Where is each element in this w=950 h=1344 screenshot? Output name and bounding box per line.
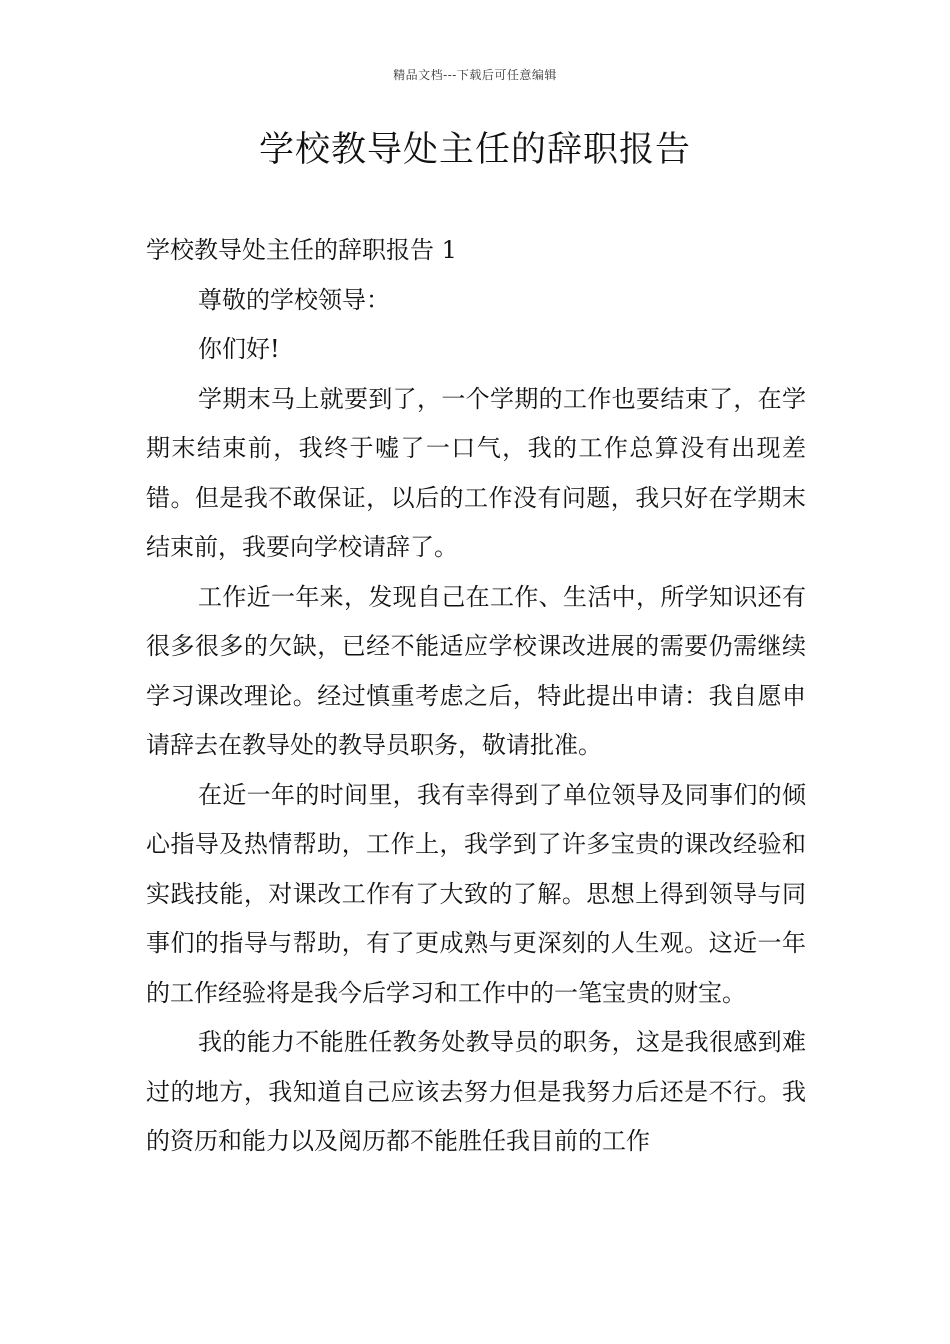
section-heading: 学校教导处主任的辞职报告 1 — [146, 236, 457, 264]
salutation: 尊敬的学校领导： — [198, 285, 390, 314]
paragraph: 工作近一年来，发现自己在工作、生活中，所学知识还有很多很多的欠缺，已经不能适应学校课改进展的需要仍需继续学习课改理论。经过慎重考虑之后，特此提出申请：我自愿申请辞去在教导处的教导员职务，敬请批准。 — [146, 582, 806, 759]
greeting: 你们好! — [198, 335, 280, 363]
document-title: 学校教导处主任的辞职报告 — [258, 130, 691, 170]
document-body — [146, 226, 806, 1167]
paragraph: 学期末马上就要到了，一个学期的工作也要结束了，在学期末结束前，我终于嘘了一口气，我的工作总算没有出现差错。但是我不敢保证，以后的工作没有问题，我只好在学期末结束前，我要向学校请辞了。 — [146, 384, 806, 561]
paragraph: 在近一年的时间里，我有幸得到了单位领导及同事们的倾心指导及热情帮助，工作上，我学到了许多宝贵的课改经验和实践技能，对课改工作有了大致的了解。思想上得到领导与同事们的指导与帮助，有了更成熟与更深刻的人生观。这近一年的工作经验将是我今后学习和工作中的一笔宝贵的财宝。 — [146, 780, 806, 1007]
header-note: 精品文档---下载后可任意编辑 — [393, 68, 557, 82]
paragraph: 我的能力不能胜任教务处教导员的职务，这是我很感到难过的地方，我知道自己应该去努力但是我努力后还是不行。我的资历和能力以及阅历都不能胜任我目前的工作 — [146, 1028, 806, 1155]
